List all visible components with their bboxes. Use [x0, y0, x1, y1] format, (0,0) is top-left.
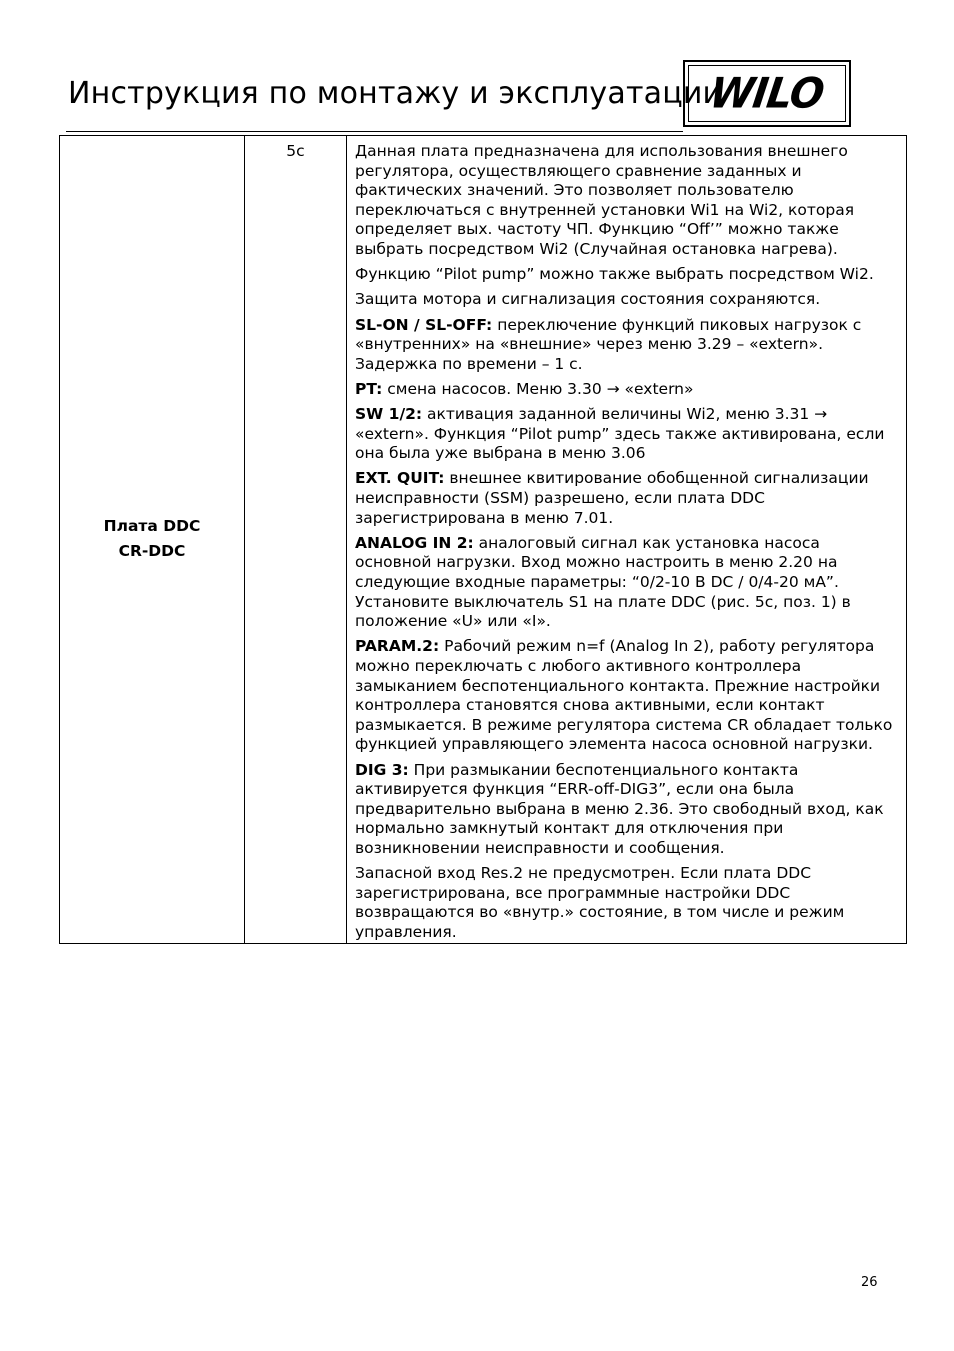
figure-ref: 5c: [286, 142, 305, 160]
description-cell: [347, 136, 907, 944]
board-description-table: [59, 135, 907, 944]
paragraph: [355, 316, 894, 375]
paragraph: [355, 380, 894, 400]
paragraph: [355, 290, 894, 310]
figure-ref-cell: [245, 136, 347, 944]
paragraph-term: PT:: [355, 379, 383, 398]
row-label-line1: Плата DDC: [103, 517, 201, 536]
row-label-line2: CR-DDC: [118, 542, 186, 561]
paragraph-text: Функцию “Pilot pump” можно также выбрать посредством Wi2.: [355, 265, 874, 284]
paragraph: [355, 142, 894, 260]
paragraph-text: При размыкании беспотенциального контакта активируется функция “ERR-off-DIG3”, если она была предварительно выбрана в меню 2.36. Это свободный вход, как нормально замкнутый контакт для отключения при возникновении неисправности и сообщения.: [355, 760, 884, 857]
paragraph: [355, 405, 894, 464]
paragraph-text: Защита мотора и сигнализация состояния сохраняются.: [355, 290, 821, 309]
paragraph-term: ANALOG IN 2:: [355, 533, 474, 552]
wilo-logo: [683, 60, 851, 127]
paragraph: [355, 265, 894, 285]
paragraph: [355, 864, 894, 942]
paragraph-text: переключение функций пиковых нагрузок с «внутренних» на «внешние» через меню 3.29 – «extern». Задержка по времени – 1 с.: [355, 315, 862, 373]
paragraph-term: EXT. QUIT:: [355, 469, 445, 488]
paragraph: [355, 637, 894, 755]
header-divider: [66, 131, 683, 132]
paragraph: [355, 534, 894, 632]
paragraph-text: смена насосов. Меню 3.30 → «extern»: [382, 379, 694, 398]
paragraph-text: активация заданной величины Wi2, меню 3.31 → «extern». Функция “Pilot pump” здесь также активирована, если она была уже выбрана в меню 3.06: [355, 405, 885, 463]
page-title: Инструкция по монтажу и эксплуатации: [68, 76, 723, 111]
row-label-cell: [60, 136, 245, 944]
logo-frame: [688, 65, 846, 122]
paragraph-text: внешнее квитирование обобщенной сигнализации неисправности (SSM) разрешено, если плата DDC зарегистрирована в меню 7.01.: [355, 469, 869, 527]
paragraph-term: DIG 3:: [355, 760, 409, 779]
paragraph-text: Данная плата предназначена для использования внешнего регулятора, осуществляющего сравнение заданных и фактических значений. Это позволяет пользователю переключаться с внутренней установки Wi1 на Wi2, которая определяет вых. частоту ЧП. Функцию “Off’” можно также выбрать посредством Wi2 (Случайная остановка нагрева).: [355, 142, 855, 258]
paragraph-text: Запасной вход Res.2 не предусмотрен. Если плата DDC зарегистрирована, все программные настройки DDC возвращаются во «внутр.» состояние, в том числе и режим управления.: [355, 864, 845, 941]
paragraph-term: SW 1/2:: [355, 405, 423, 424]
paragraph: [355, 761, 894, 859]
table-row: [60, 136, 907, 944]
paragraph: [355, 469, 894, 528]
paragraph-term: PARAM.2:: [355, 637, 440, 656]
paragraph-term: SL-ON / SL-OFF:: [355, 315, 493, 334]
paragraph-text: Рабочий режим n=f (Analog In 2), работу регулятора можно переключать с любого активного контроллера замыканием беспотенциального контакта. Прежние настройки контроллера становятся снова активными, если контакт размыкается. В режиме регулятора система CR обладает только функцией управляющего элемента насоса основной нагрузки.: [355, 637, 893, 754]
page-number: 26: [861, 1275, 878, 1290]
paragraph-text: аналоговый сигнал как установка насоса основной нагрузки. Вход можно настроить в меню 2.20 на следующие входные параметры: “0/2-10 В DC / 0/4-20 мА”. Установите выключатель S1 на плате DDC (рис. 5с, поз. 1) в положение «U» или «I».: [355, 533, 851, 631]
logo-text: WILO: [707, 69, 827, 118]
